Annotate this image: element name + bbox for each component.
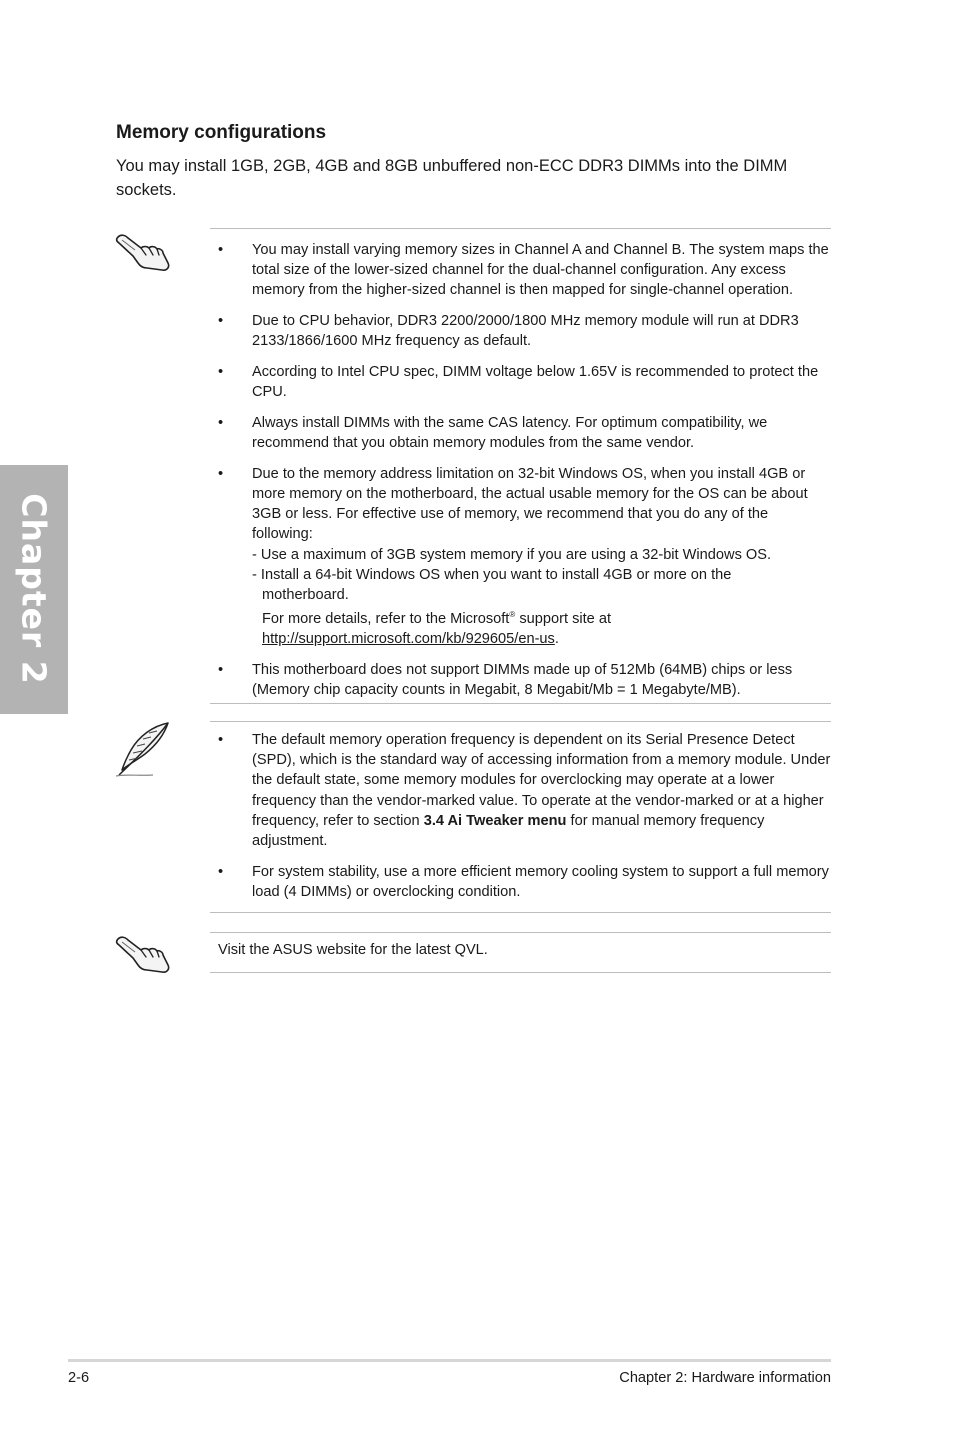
chapter-tab xyxy=(0,465,68,714)
sub-item: - Use a maximum of 3GB system memory if you are using a 32-bit Windows OS. xyxy=(252,546,772,563)
bullet: • xyxy=(218,465,224,482)
memory-notes-list xyxy=(218,240,832,711)
bullet: • xyxy=(218,414,224,431)
hand-pointer-icon xyxy=(113,228,173,274)
intro-paragraph: You may install 1GB, 2GB, 4GB and 8GB unbuffered non-ECC DDR3 DIMMs into the DIMM sockets. xyxy=(116,157,788,199)
list-item-text: for manual memory frequency adjustment. xyxy=(252,812,765,850)
bullet: • xyxy=(218,313,224,330)
details-suffix: support site at xyxy=(515,611,612,628)
list-item xyxy=(218,240,832,301)
chapter-tab-label: Chapter 2 xyxy=(14,493,54,685)
link-line xyxy=(252,629,832,649)
list-item-text: Due to CPU behavior, DDR3 2200/2000/1800 MHz memory module will run at DDR3 2133/1866/1600 MHz frequency as default. xyxy=(252,313,799,350)
sub-item-continuation: motherboard. xyxy=(262,587,349,604)
list-item xyxy=(218,862,832,902)
list-item-text: Always install DIMMs with the same CAS latency. For optimum compatibility, we recommend that you obtain memory modules from the same vendor. xyxy=(252,414,768,452)
registered-mark: ® xyxy=(509,610,516,620)
microsoft-support-link[interactable]: http://support.microsoft.com/kb/929605/en-us xyxy=(262,631,555,648)
list-item xyxy=(218,730,832,851)
list-item-32bit-os xyxy=(218,464,832,650)
list-item-text: For system stability, use a more efficient memory cooling system to support a full memory load (4 DIMMs) or overclocking condition. xyxy=(252,863,829,900)
link-period: . xyxy=(554,631,559,648)
list-item-text: According to Intel CPU spec, DIMM voltage below 1.65V is recommended to protect the CPU. xyxy=(252,364,819,401)
bullet: • xyxy=(218,242,224,258)
divider xyxy=(210,912,831,913)
section-reference: 3.4 Ai Tweaker menu xyxy=(423,812,567,829)
details-line xyxy=(252,605,832,629)
list-item xyxy=(218,362,832,402)
list-item-text: You may install varying memory sizes in Channel A and Channel B. The system maps the total size of the lower-sized channel for the dual-channel configuration. Any excess memory from the higher-sized channel is then mapped for single-channel operation. xyxy=(252,242,829,299)
frequency-notes-list xyxy=(218,730,832,913)
footer-divider xyxy=(68,1359,831,1362)
list-item xyxy=(218,660,832,700)
list-item-text: The default memory operation frequency is dependent on its Serial Presence Detect (SPD), which is the standard way of accessing information from a memory module. Under the default state, some memory modules for overclocking may operate at a lower frequency than the vendor-marked value. To operate at the vendor-marked or at a higher frequency, refer to section xyxy=(252,732,831,829)
divider xyxy=(210,228,831,229)
divider xyxy=(210,721,831,722)
page-number: 2-6 xyxy=(68,1370,90,1386)
hand-pointer-icon xyxy=(113,930,173,976)
bullet: • xyxy=(218,662,224,679)
footer-chapter-title: Chapter 2: Hardware information xyxy=(619,1370,831,1386)
list-item-text: Due to the memory address limitation on 32-bit Windows OS, when you install 4GB or more memory on the motherboard, the actual usable memory for the OS can be about 3GB or less. For effective use of memory, we recommend that you do any of the following: xyxy=(252,465,808,543)
divider xyxy=(210,932,831,933)
qvl-note: Visit the ASUS website for the latest QVL. xyxy=(218,942,488,958)
bullet: • xyxy=(218,732,224,748)
list-item-text: This motherboard does not support DIMMs made up of 512Mb (64MB) chips or less (Memory chip capacity counts in Megabit, 8 Megabit/Mb = 1 Megabyte/MB). xyxy=(252,662,793,699)
sub-item: - Install a 64-bit Windows OS when you want to install 4GB or more on the xyxy=(252,566,732,583)
details-prefix: For more details, refer to the Microsoft xyxy=(262,611,510,628)
divider xyxy=(210,972,831,973)
list-item xyxy=(218,413,832,453)
list-item xyxy=(218,311,832,351)
bullet: • xyxy=(218,863,224,880)
feather-quill-icon xyxy=(113,720,173,778)
bullet: • xyxy=(218,364,224,381)
section-title: Memory configurations xyxy=(116,122,327,143)
divider xyxy=(210,703,831,704)
